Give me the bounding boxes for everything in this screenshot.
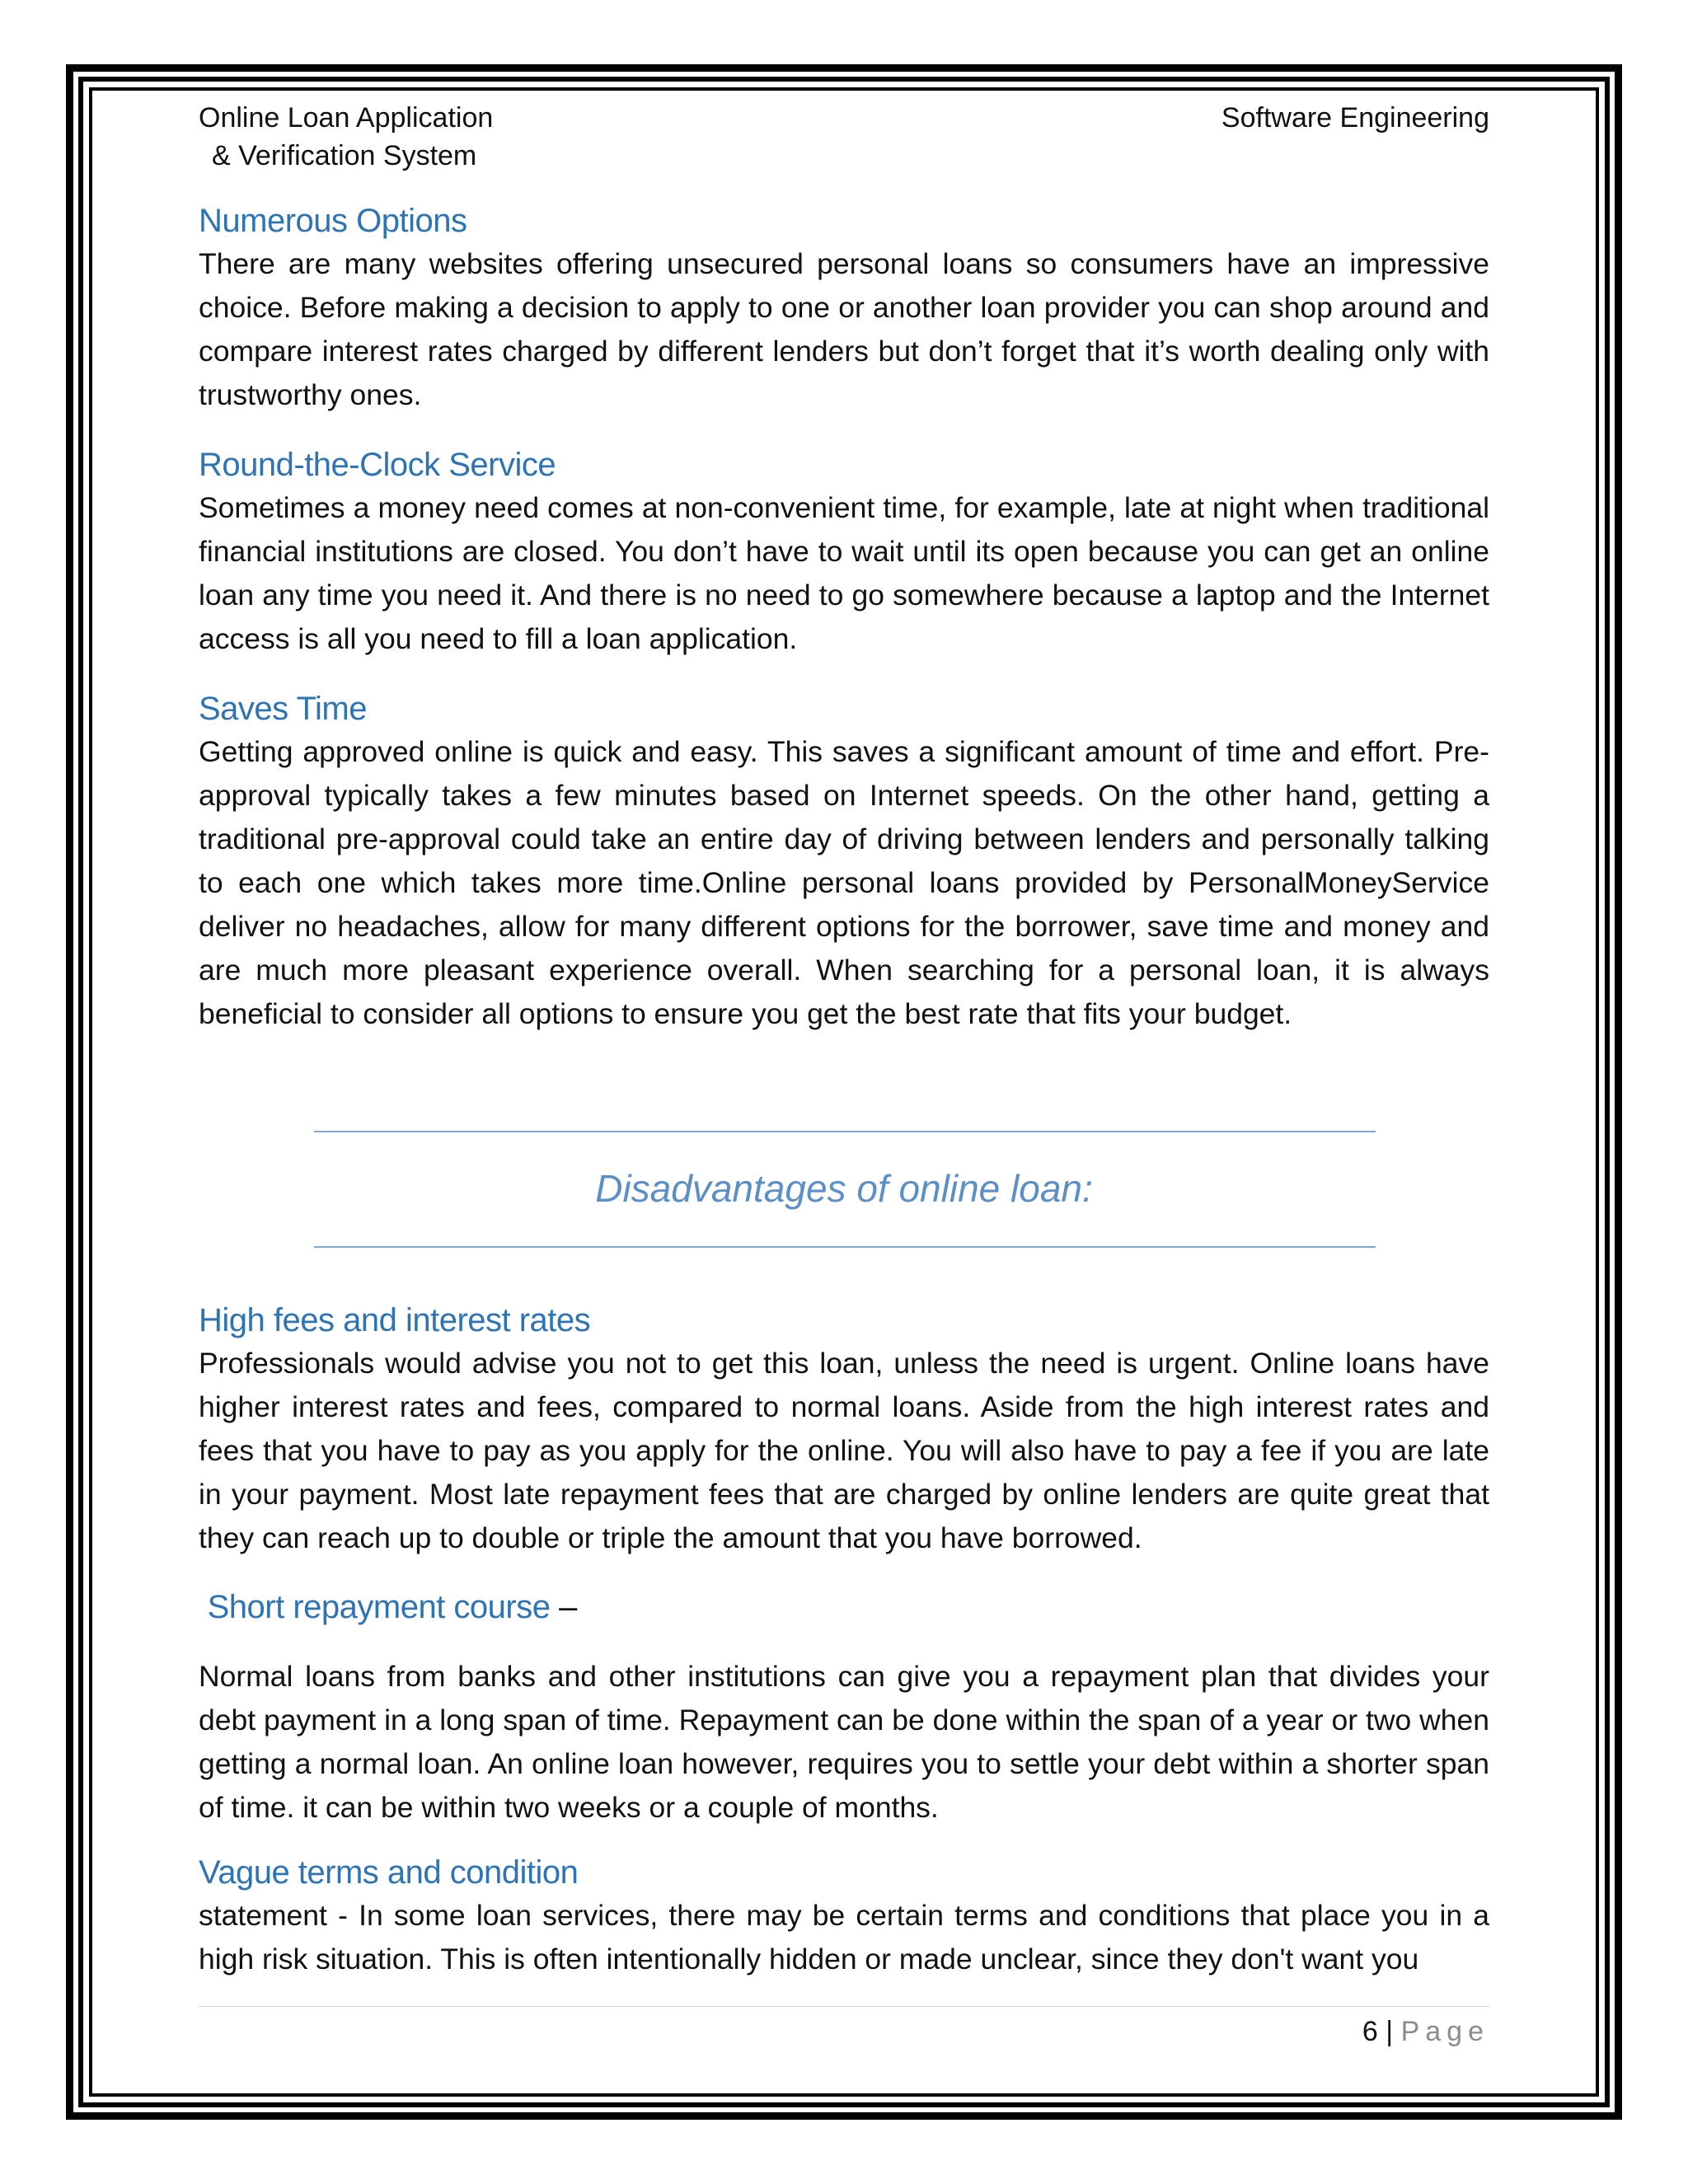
header-document-title — [199, 99, 493, 175]
disadvantages-heading: Disadvantages of online loan: — [595, 1167, 1093, 1210]
page-label: Page — [1400, 2016, 1489, 2047]
section-heading: Saves Time — [199, 691, 367, 727]
section-paragraph: Sometimes a money need comes at non-convenient time, for example, late at night when traditional financial institutions are closed. You don’t have to wait until its open because you can get an online loan any time you need it. And there is no need to go somewhere because a laptop and the Internet access is all you need to fill a loan application. — [199, 491, 1489, 655]
header-title-line2: & Verification System — [212, 140, 477, 171]
header-title-line1: Online Loan Application — [199, 102, 494, 134]
section-paragraph: There are many websites offering unsecured personal loans so consumers have an impressive choice. Before making a decision to apply to one or another loan provider you can shop around and compare interest rates charged by different lenders but don’t forget that it’s worth dealing only with trustworthy ones. — [199, 247, 1489, 411]
section-paragraph: Professionals would advise you not to get this loan, unless the need is urgent. Online loans have higher interest rates and fees, compared to normal loans. Aside from the high interest rates and fees that you have to pay as you apply for the online. You will also have to pay a fee if you are late in your payment. Most late repayment fees that are charged by online lenders are quite great that they can reach up to double or triple the amount that you have borrowed. — [199, 1347, 1489, 1554]
page-number: 6 — [1362, 2016, 1378, 2047]
section-heading: High fees and interest rates — [199, 1302, 591, 1338]
heading-dash: – — [550, 1589, 577, 1625]
page-footer — [1362, 2013, 1489, 2050]
header-course: Software Engineering — [1221, 102, 1489, 134]
section-heading-text: Short repayment course — [199, 1589, 551, 1625]
section-heading: Round-the-Clock Service — [199, 447, 556, 483]
heading-rule-top — [314, 1131, 1376, 1132]
section-paragraph: Normal loans from banks and other institutions can give you a repayment plan that divides your debt payment in a long span of time. Repayment can be done within the span of a year or two when getting a normal loan. An online loan however, requires you to settle your debt within a shorter span of time. it can be within two weeks or a couple of months. — [199, 1660, 1489, 1824]
section-paragraph: statement - In some loan services, there may be certain terms and conditions that place you in a high risk situation. This is often intentionally hidden or made unclear, since they don't want you — [199, 1899, 1489, 1975]
section-heading — [199, 1586, 577, 1629]
section-paragraph: Getting approved online is quick and easy. This saves a significant amount of time and effort. Pre-approval typically takes a few minutes based on Internet speeds. On the other hand, getting a traditional pre-approval could take an entire day of driving between lenders and personally talking to each one which takes more time.Online personal loans provided by PersonalMoneyService deliver no headaches, allow for many different options for the borrower, save time and money and are much more pleasant experience overall. When searching for a personal loan, it is always beneficial to consider all options to ensure you get the best rate that fits your budget. — [199, 735, 1489, 1030]
heading-rule-bottom — [314, 1246, 1376, 1248]
footer-separator: | — [1386, 2016, 1394, 2047]
section-heading: Numerous Options — [199, 203, 467, 239]
footer-rule — [199, 2006, 1489, 2007]
section-heading: Vague terms and condition — [199, 1854, 579, 1891]
